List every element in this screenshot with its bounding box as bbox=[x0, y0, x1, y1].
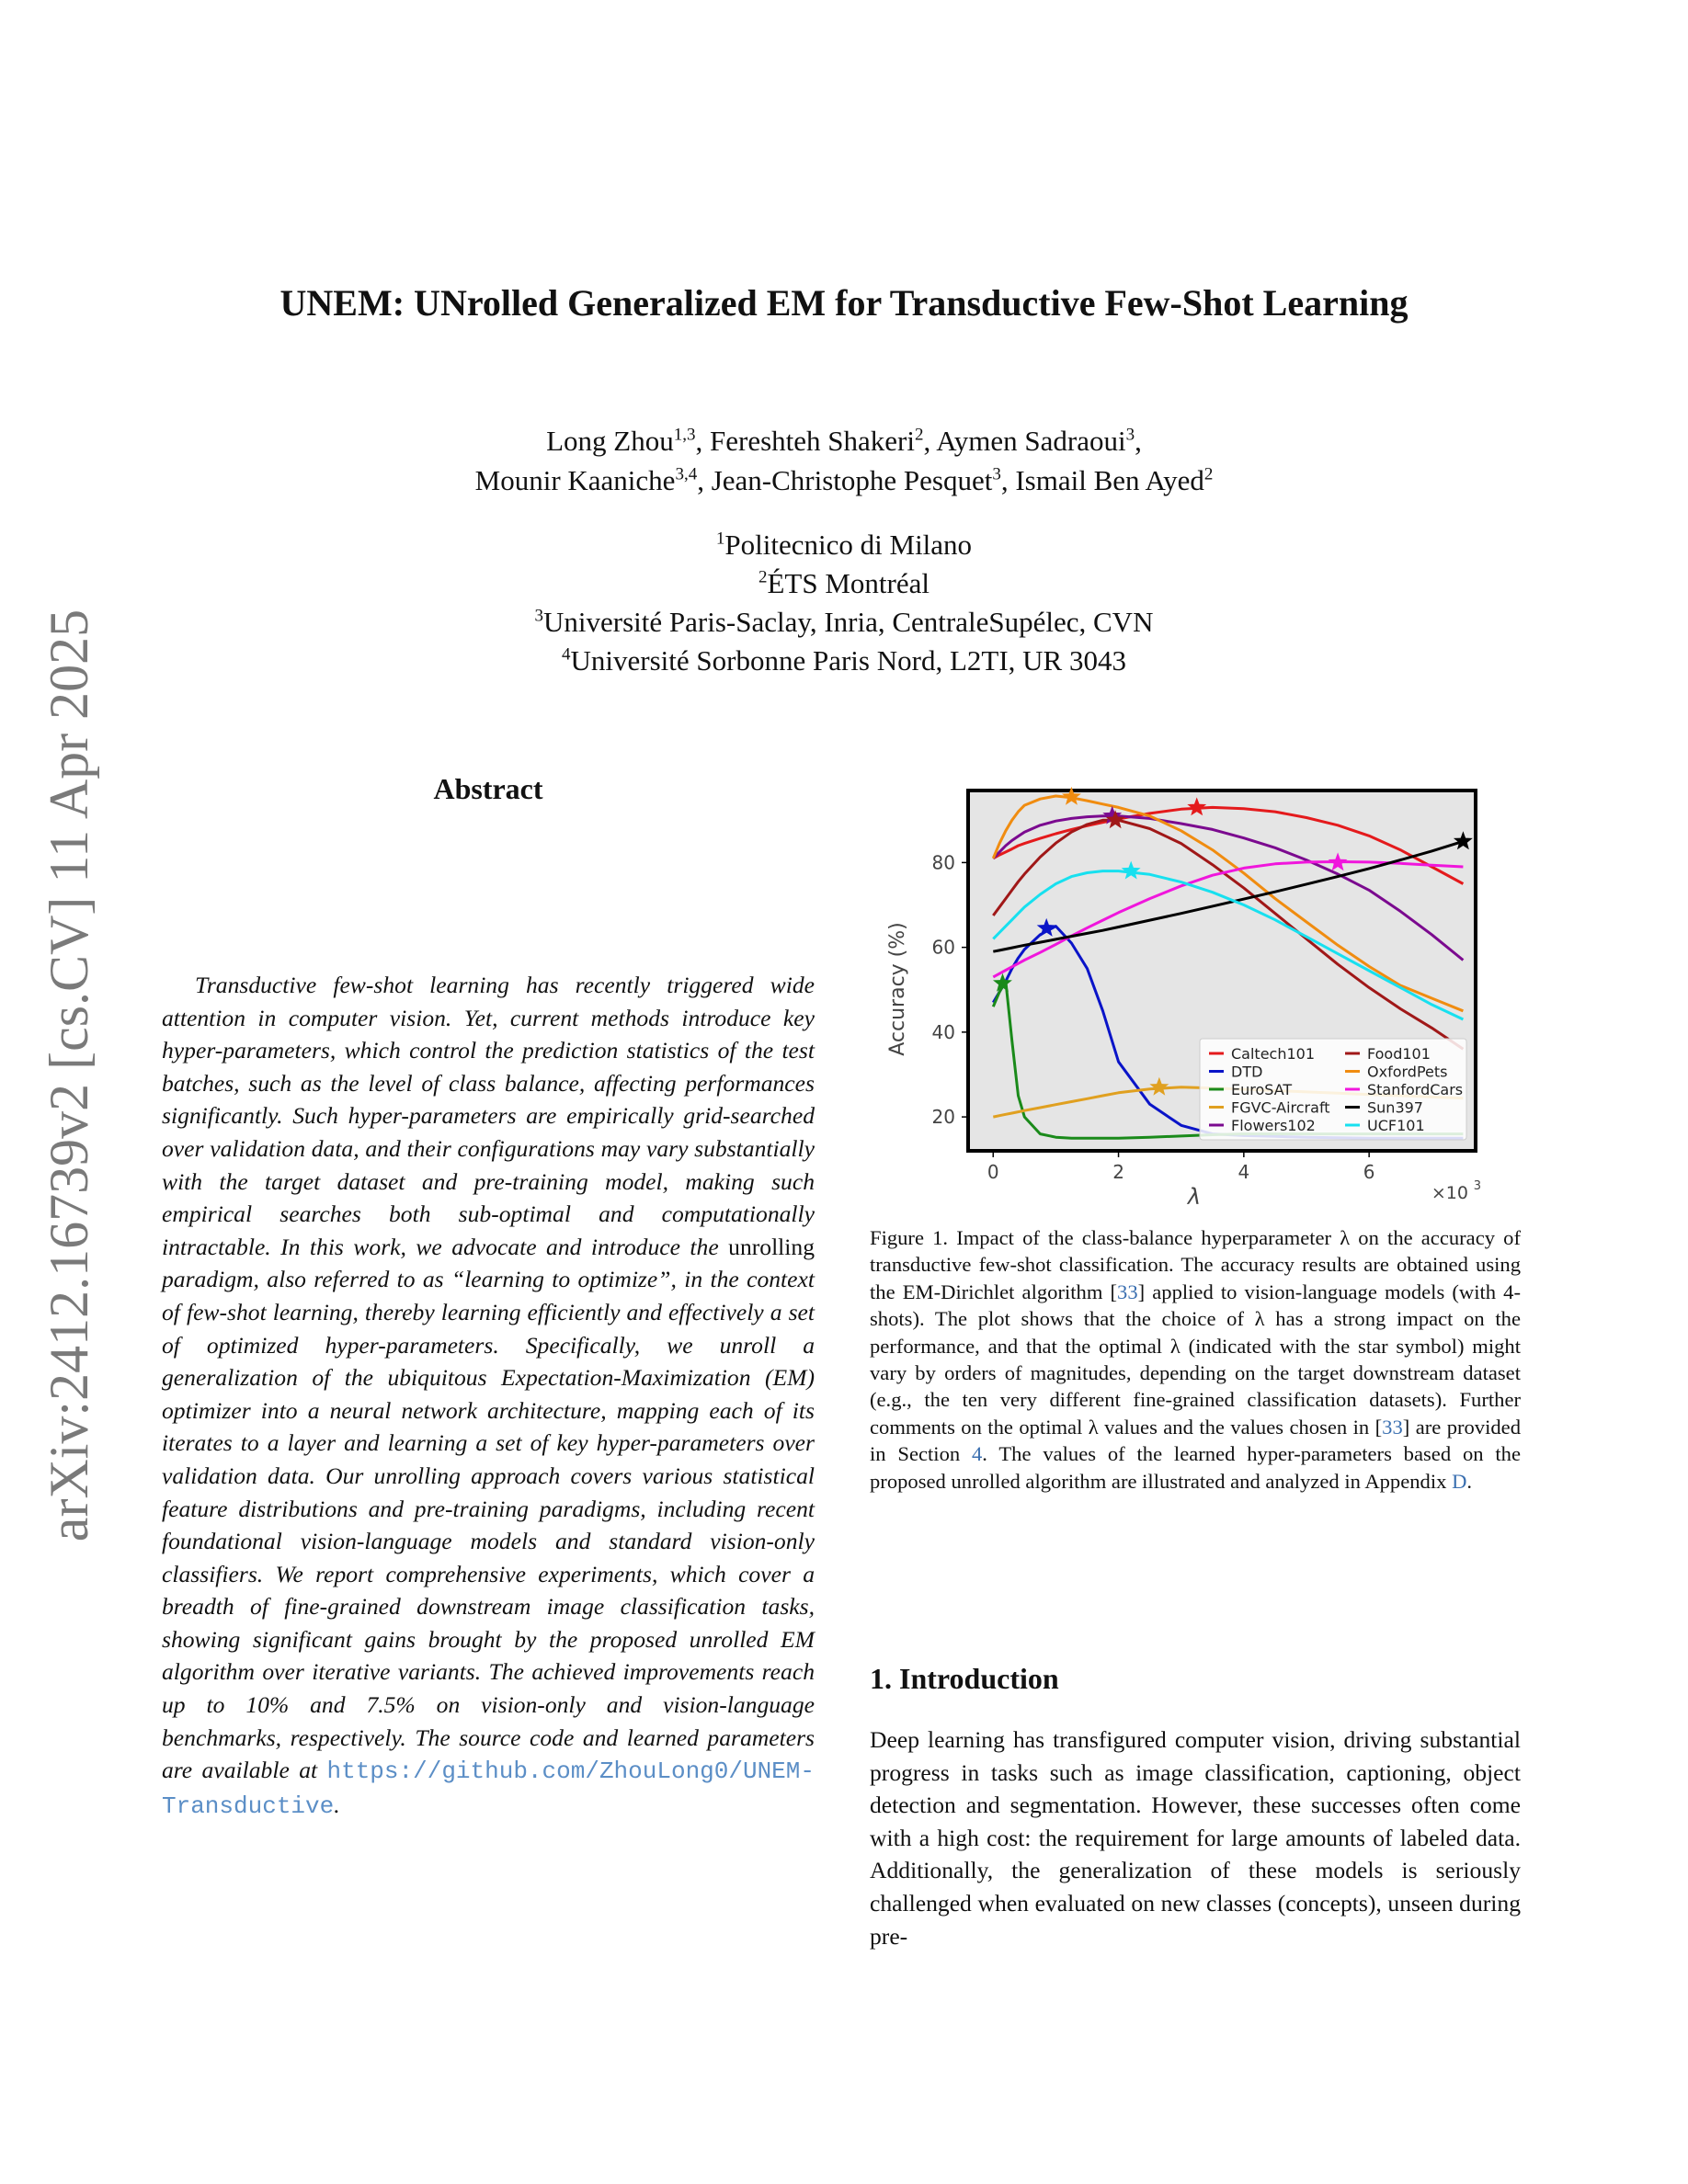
legend-label: StanfordCars bbox=[1367, 1081, 1464, 1098]
author-affiliation-mark: 3,4 bbox=[675, 464, 698, 484]
abstract-text: . bbox=[334, 1791, 340, 1818]
author-name: Long Zhou bbox=[546, 425, 674, 457]
github-link[interactable]: https://github.com/ZhouLong0/UNEM-Transductive bbox=[162, 1757, 815, 1820]
author-line-1: Long Zhou$^{1,3}$, Fereshteh Shakeri$^2$, Aymen Sadraoui$^3$, bbox=[546, 425, 1142, 457]
author-affiliation-mark: 2 bbox=[1203, 464, 1214, 484]
legend-label: Caltech101 bbox=[1231, 1045, 1316, 1063]
abstract-heading: Abstract bbox=[433, 772, 543, 805]
introduction-text: Deep learning has transfigured computer vision, driving substantial progress in tasks such as image classification, captioning, object detection and segmentation. However, these successes often come with a high cost: the requirement for large amounts of labeled data. Additionally, the generalization of these models is seriously challenged when evaluated on new classes (concepts), unseen during pre- bbox=[870, 1726, 1521, 1950]
x-axis-multiplier-exponent: 3 bbox=[1473, 1179, 1481, 1193]
citation-link[interactable]: 33 bbox=[1117, 1280, 1138, 1303]
author-line-2: Mounir Kaaniche$^{3,4}$, Jean-Christophe Pesquet$^3$, Ismail Ben Ayed$^2$ bbox=[474, 464, 1214, 496]
abstract-emphasis: unrolling bbox=[728, 1233, 815, 1260]
legend-label: DTD bbox=[1231, 1063, 1263, 1081]
caption-text: ] applied to vision-language models (with 4-shots). The plot shows that the choice of λ has a strong impact on the performance, and that the optimal λ (indicated with the star symbol) might vary by orders of magnitudes, depending on the target downstream dataset (e.g., the ten very different fine-grained classification datasets). Further comments on the optimal λ values and the values chosen in [ bbox=[870, 1280, 1521, 1439]
abstract-text: paradigm, also referred to as “learning to optimize”, in the context of few-shot learning, thereby learning efficiently and effectively a set of optimized hyper-parameters. Specifically, we unroll a generalization of the ubiquitous Expectation-Maximization (EM) optimizer into a neural network architecture, mapping each of its iterates to a layer and learning a set of key hyper-parameters over validation data. Our unrolling approach covers various statistical feature distributions and pre-training paradigms, including recent foundational vision-language models and standard vision-only classifiers. We report comprehensive experiments, which cover a breadth of fine-grained downstream image classification tasks, showing significant gains brought by the proposed unrolled EM algorithm over iterative variants. The achieved improvements reach up to 10% and 7.5% on vision-only and vision-language benchmarks, respectively. The source code and learned parameters are available at bbox=[162, 1266, 815, 1784]
legend-label: Food101 bbox=[1367, 1045, 1431, 1063]
legend-label: UCF101 bbox=[1367, 1117, 1425, 1134]
author-affiliation-mark: 3 bbox=[992, 464, 1001, 484]
y-tick-label: 60 bbox=[931, 936, 955, 959]
author-name: Aymen Sadraoui bbox=[936, 425, 1126, 457]
x-tick-label: 6 bbox=[1363, 1161, 1375, 1183]
abstract-body bbox=[162, 969, 815, 1823]
author-affiliation-mark: 3 bbox=[1125, 425, 1135, 445]
author-list bbox=[0, 421, 1688, 500]
appendix-link[interactable]: D bbox=[1452, 1469, 1467, 1493]
citation-link[interactable]: 33 bbox=[1382, 1415, 1403, 1439]
affiliation-mark: 4 bbox=[562, 644, 571, 665]
figure-1 bbox=[869, 781, 1512, 1213]
affiliation bbox=[0, 642, 1688, 680]
affiliation-text: ÉTS Montréal bbox=[767, 567, 930, 599]
affiliation-mark: 1 bbox=[715, 529, 725, 549]
caption-label: Figure 1. bbox=[870, 1226, 949, 1249]
author-name: Fereshteh Shakeri bbox=[710, 425, 915, 457]
paper-title: UNEM: UNrolled Generalized EM for Transductive Few-Shot Learning bbox=[279, 282, 1409, 324]
author-name: Mounir Kaaniche bbox=[474, 464, 676, 496]
affiliation-mark: 3 bbox=[534, 606, 544, 626]
x-axis-label: λ bbox=[1187, 1184, 1202, 1210]
affiliation-list bbox=[0, 526, 1688, 680]
legend-label: FGVC-Aircraft bbox=[1231, 1098, 1330, 1117]
author-name: Ismail Ben Ayed bbox=[1015, 464, 1204, 496]
x-tick-label: 4 bbox=[1237, 1161, 1250, 1183]
x-tick-label: 0 bbox=[987, 1161, 999, 1183]
caption-text: . The values of the learned hyper-parameters based on the proposed unrolled algorithm are illustrated and analyzed in Appendix bbox=[870, 1442, 1521, 1493]
affiliation-mark: 2 bbox=[758, 567, 768, 587]
author-affiliation-mark: 1,3 bbox=[673, 425, 696, 445]
y-tick-label: 80 bbox=[931, 851, 955, 874]
affiliation bbox=[0, 526, 1688, 564]
affiliation-text: Politecnico di Milano bbox=[724, 529, 973, 561]
y-tick-label: 40 bbox=[931, 1020, 955, 1043]
section-heading: 1. Introduction bbox=[870, 1662, 1059, 1695]
legend-label: Flowers102 bbox=[1231, 1117, 1316, 1134]
figure-caption bbox=[870, 1224, 1521, 1495]
legend-label: OxfordPets bbox=[1367, 1063, 1448, 1081]
caption-text: ] are provided in Section bbox=[870, 1415, 1522, 1466]
abstract-text: Transductive few-shot learning has recently triggered wide attention in computer vision. Yet, current methods introduce key hyper-parameters, which control the prediction statistics of the test batches, such as the level of class balance, affecting performances significantly. Such hyper-parameters are empirically grid-searched over validation data, and their configurations may vary substantially with the target dataset and pre-training model, making such empirical searches both sub-optimal and computationally intractable. In this work, we advocate and introduce the bbox=[162, 972, 815, 1260]
x-tick-label: 2 bbox=[1112, 1161, 1124, 1183]
accuracy-vs-lambda-chart bbox=[869, 781, 1512, 1213]
section-link[interactable]: 4 bbox=[972, 1442, 983, 1466]
y-tick-label: 20 bbox=[931, 1106, 955, 1129]
affiliation-text: Université Paris-Saclay, Inria, CentraleSupélec, CVN bbox=[543, 606, 1154, 638]
arxiv-stamp: arXiv:2412.16739v2 [cs.CV] 11 Apr 2025 bbox=[39, 609, 99, 1542]
affiliation bbox=[0, 564, 1688, 603]
caption-text: Impact of the class-balance hyperparameter λ on the accuracy of transductive few-shot classification. The accuracy results are obtained using the EM-Dirichlet algorithm [ bbox=[870, 1226, 1521, 1303]
y-axis-label: Accuracy (%) bbox=[886, 922, 909, 1056]
caption-text: . bbox=[1466, 1469, 1473, 1493]
author-affiliation-mark: 2 bbox=[914, 425, 924, 445]
affiliation-text: Université Sorbonne Paris Nord, L2TI, UR 3043 bbox=[570, 644, 1126, 677]
affiliation bbox=[0, 603, 1688, 642]
x-axis-multiplier: ×10 bbox=[1431, 1183, 1468, 1203]
author-name: Jean-Christophe Pesquet bbox=[711, 464, 993, 496]
legend-label: Sun397 bbox=[1367, 1098, 1423, 1117]
legend-label: EuroSAT bbox=[1231, 1081, 1293, 1098]
